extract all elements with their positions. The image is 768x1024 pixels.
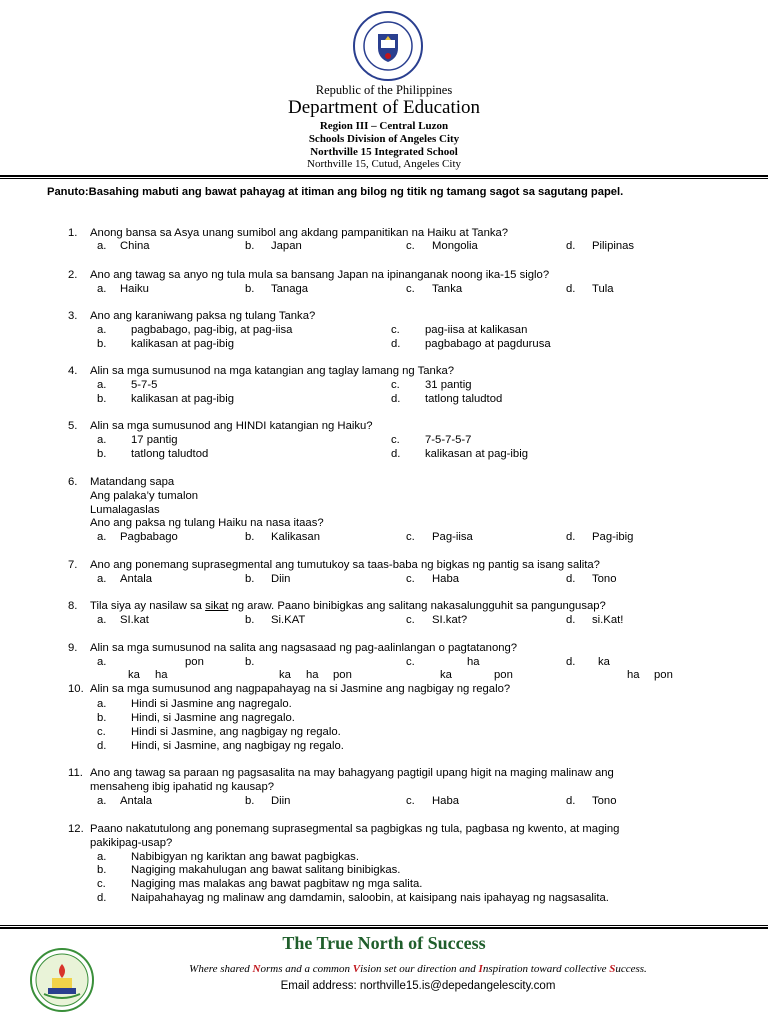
division-line: Schools Division of Angeles City: [308, 133, 460, 145]
option-row: [0, 448, 768, 462]
vision-part: orms and a common: [260, 963, 353, 975]
syllable: ka: [128, 669, 140, 681]
question-number: 7.: [68, 559, 78, 571]
question-text: Alin sa mga sumusunod ang nagpapahayag na si Jasmine ang nagbigay ng regalo?: [90, 683, 511, 695]
vision-statement: [108, 963, 728, 975]
option-letter[interactable]: b.: [245, 283, 255, 295]
option-letter[interactable]: b.: [245, 240, 255, 252]
option-letter[interactable]: d.: [97, 740, 107, 752]
option-text: Nagiging makahulugan ang bawat salitang binibigkas.: [131, 864, 401, 876]
option-text: 5-7-5: [131, 379, 158, 391]
poem-line: Ang palaka’y tumalon: [90, 490, 199, 502]
option-letter[interactable]: a.: [97, 851, 107, 863]
option-letter[interactable]: d.: [391, 393, 401, 405]
question-text: Ano ang tawag sa paraan ng pagsasalita na may bahagyang pagtigil upang higit na maging malinaw ang: [90, 767, 614, 779]
option-text: Antala: [120, 795, 153, 807]
option-row: [0, 434, 768, 448]
poem-line: Lumalagaslas: [90, 504, 160, 516]
option-row: [0, 240, 768, 254]
option-text: 17 pantig: [131, 434, 178, 446]
option-row: [0, 712, 768, 726]
question-text: Ano ang ponemang suprasegmental ang tumutukoy sa taas-baba ng bigkas ng pantig sa isang salita?: [90, 559, 600, 571]
option-text: Hindi si Jasmine, ang nagbigay ng regalo.: [131, 726, 341, 738]
footer-divider: [0, 927, 768, 929]
question-number: 1.: [68, 227, 78, 239]
option-row: [0, 892, 768, 906]
option-row: [0, 614, 768, 628]
option-row: [0, 656, 768, 670]
option-row: [0, 878, 768, 892]
instructions: Panuto:Basahing mabuti ang bawat pahayag at itiman ang bilog ng titik ng tamang sagot sa sagutang papel.: [47, 186, 624, 198]
option-letter[interactable]: d.: [566, 795, 576, 807]
option-row: [0, 851, 768, 865]
question-text: Ano ang paksa ng tulang Haiku na nasa itaas?: [90, 517, 324, 529]
vision-part: uccess.: [615, 963, 647, 975]
option-letter[interactable]: b.: [245, 614, 255, 626]
republic-line: Republic of the Philippines: [315, 83, 453, 97]
option-letter[interactable]: b.: [245, 531, 255, 543]
option-letter[interactable]: a.: [97, 240, 107, 252]
option-letter[interactable]: a.: [97, 614, 107, 626]
question-text: Paano nakatutulong ang ponemang suprasegmental sa pagbigkas ng tula, pagbasa ng kwento, at maging: [90, 823, 620, 835]
option-letter[interactable]: c.: [391, 379, 400, 391]
option-text: Tanka: [432, 283, 463, 295]
option-text: Hindi, si Jasmine, ang nagbigay ng regalo.: [131, 740, 344, 752]
option-letter[interactable]: b.: [97, 448, 107, 460]
question-text: Alin sa mga sumusunod ang HINDI katangian ng Haiku?: [90, 420, 373, 432]
option-row: [0, 864, 768, 878]
option-text: Tono: [592, 573, 617, 585]
option-letter[interactable]: d.: [391, 448, 401, 460]
syllable: ka: [279, 669, 291, 681]
syllable: ha: [627, 669, 640, 681]
question-number: 10.: [68, 683, 84, 695]
option-text: Tanaga: [271, 283, 309, 295]
option-letter[interactable]: b.: [245, 656, 255, 668]
option-text: Nagiging mas malakas ang bawat pagbitaw ng mga salita.: [131, 878, 423, 890]
school-motto: The True North of Success: [282, 933, 486, 953]
option-letter[interactable]: d.: [566, 573, 576, 585]
school-name: Northville 15 Integrated School: [310, 146, 458, 158]
region-line: Region III – Central Luzon: [319, 120, 449, 132]
option-text: ka: [598, 656, 610, 668]
option-text: China: [120, 240, 150, 252]
option-text: Haba: [432, 795, 460, 807]
option-letter[interactable]: a.: [97, 573, 107, 585]
footer-divider-thin: [0, 925, 768, 926]
question-number: 9.: [68, 642, 78, 654]
option-row: [0, 393, 768, 407]
question-text: Anong bansa sa Asya unang sumibol ang akdang pampanitikan na Haiku at Tanka?: [90, 227, 509, 239]
question-text-part: ng araw. Paano binibigkas ang salitang nakasalungguhit sa pangungusap?: [228, 600, 606, 612]
option-text: Pilipinas: [592, 240, 635, 252]
option-text: Pagbabago: [120, 531, 178, 543]
option-text: Tula: [592, 283, 614, 295]
option-text: kalikasan at pag-ibig: [131, 338, 234, 350]
option-letter[interactable]: c.: [406, 614, 415, 626]
option-letter[interactable]: a.: [97, 698, 107, 710]
question-text: pakikipag-usap?: [90, 837, 173, 849]
option-text: pagbabago at pagdurusa: [425, 338, 551, 350]
option-letter[interactable]: b.: [97, 864, 107, 876]
question-text: Alin sa mga sumusunod na salita ang nagsasaad ng pag-aalinlangan o pagtatanong?: [90, 642, 518, 654]
option-text: kalikasan at pag-ibig: [131, 393, 234, 405]
option-letter[interactable]: d.: [566, 240, 576, 252]
option-letter[interactable]: c.: [406, 240, 415, 252]
option-letter[interactable]: c.: [406, 573, 415, 585]
option-text: Japan: [271, 240, 302, 252]
option-letter[interactable]: d.: [566, 283, 576, 295]
option-text: Kalikasan: [271, 531, 320, 543]
question-text: Alin sa mga sumusunod na mga katangian ang taglay lamang ng Tanka?: [90, 365, 455, 377]
syllable: ha: [306, 669, 319, 681]
option-text: Hindi si Jasmine ang nagregalo.: [131, 698, 292, 710]
option-text: 7-5-7-5-7: [425, 434, 472, 446]
school-address: Northville 15, Cutud, Angeles City: [307, 158, 461, 170]
option-letter[interactable]: c.: [406, 656, 415, 668]
underlined-word: sikat: [205, 600, 229, 612]
option-letter[interactable]: a.: [97, 324, 107, 336]
syllable-row: [0, 669, 768, 683]
option-text: Si.KAT: [271, 614, 306, 626]
option-row: [0, 795, 768, 809]
option-text: tatlong taludtod: [131, 448, 209, 460]
option-text: 31 pantig: [425, 379, 472, 391]
option-letter[interactable]: b.: [97, 338, 107, 350]
option-letter[interactable]: a.: [97, 531, 107, 543]
option-text: Haba: [432, 573, 460, 585]
question-number: 8.: [68, 600, 78, 612]
option-row: [0, 726, 768, 740]
option-letter[interactable]: d.: [566, 656, 576, 668]
option-text: Tono: [592, 795, 617, 807]
option-text: kalikasan at pag-ibig: [425, 448, 528, 460]
question-text: [90, 600, 606, 614]
option-row: [0, 324, 768, 338]
email-address[interactable]: Email address: northville15.is@depedangelescity.com: [280, 980, 556, 992]
department-title: Department of Education: [287, 97, 481, 118]
question-text: mensaheng ibig ipahatid ng kausap?: [90, 781, 275, 793]
option-letter[interactable]: a.: [97, 283, 107, 295]
vision-initial: S: [609, 963, 616, 975]
option-text: si.Kat!: [592, 614, 624, 626]
option-letter[interactable]: c.: [97, 726, 106, 738]
option-letter[interactable]: a.: [97, 434, 107, 446]
option-text: Naipahahayag ng malinaw ang damdamin, saloobin, at kaisipang nais ipahayag ng nagsasalita.: [131, 892, 609, 904]
syllable: ha: [155, 669, 168, 681]
option-text: SI.kat?: [432, 614, 468, 626]
syllable: pon: [494, 669, 513, 681]
option-letter[interactable]: c.: [406, 283, 415, 295]
vision-part: Where shared: [189, 963, 253, 975]
option-text: Nabibigyan ng kariktan ang bawat pagbigkas.: [131, 851, 359, 863]
option-letter[interactable]: c.: [391, 434, 400, 446]
option-letter[interactable]: c.: [406, 795, 415, 807]
option-text: Antala: [120, 573, 153, 585]
question-text: Ano ang karaniwang paksa ng tulang Tanka?: [90, 310, 316, 322]
option-letter[interactable]: c.: [97, 878, 106, 890]
option-text: ha: [467, 656, 480, 668]
option-row: [0, 698, 768, 712]
option-letter[interactable]: c.: [391, 324, 400, 336]
option-row: [0, 531, 768, 545]
option-row: [0, 573, 768, 587]
poem-line: Matandang sapa: [90, 476, 175, 488]
option-row: [0, 338, 768, 352]
question-number: 4.: [68, 365, 78, 377]
option-letter[interactable]: d.: [566, 614, 576, 626]
option-letter[interactable]: d.: [566, 531, 576, 543]
option-row: [0, 740, 768, 754]
option-text: pagbabago, pag-ibig, at pag-iisa: [131, 324, 293, 336]
option-text: Hindi, si Jasmine ang nagregalo.: [131, 712, 295, 724]
question-number: 6.: [68, 476, 78, 488]
option-text: Diin: [271, 573, 291, 585]
option-text: tatlong taludtod: [425, 393, 503, 405]
question-number: 3.: [68, 310, 78, 322]
question-text: Ano ang tawag sa anyo ng tula mula sa bansang Japan na ipinanganak noong ika-15 siglo?: [90, 269, 550, 281]
syllable: ka: [440, 669, 452, 681]
option-letter[interactable]: a.: [97, 656, 107, 668]
option-letter[interactable]: c.: [406, 531, 415, 543]
option-row: [0, 283, 768, 297]
syllable: pon: [654, 669, 673, 681]
option-text: SI.kat: [120, 614, 149, 626]
option-letter[interactable]: a.: [97, 795, 107, 807]
vision-initial: V: [352, 963, 361, 975]
option-letter[interactable]: b.: [245, 573, 255, 585]
vision-part: ision set our direction and: [360, 963, 479, 975]
option-letter[interactable]: d.: [391, 338, 401, 350]
option-text: pag-iisa at kalikasan: [425, 324, 528, 336]
option-letter[interactable]: b.: [97, 712, 107, 724]
option-letter[interactable]: b.: [245, 795, 255, 807]
vision-part: nspiration toward collective: [482, 963, 610, 975]
option-text: Pag-iisa: [432, 531, 473, 543]
option-text: pon: [185, 656, 204, 668]
vision-initial: N: [252, 963, 261, 975]
question-number: 12.: [68, 823, 84, 835]
option-row: [0, 379, 768, 393]
option-text: Mongolia: [432, 240, 478, 252]
question-number: 5.: [68, 420, 78, 432]
school-logo-icon: [30, 948, 94, 1012]
question-number: 11.: [68, 767, 83, 779]
question-text-part: Tila siya ay nasilaw sa: [90, 600, 206, 612]
option-letter[interactable]: b.: [97, 393, 107, 405]
syllable: pon: [333, 669, 352, 681]
vision-initial: I: [478, 963, 483, 975]
option-text: Haiku: [120, 283, 149, 295]
option-text: Pag-ibig: [592, 531, 634, 543]
option-letter[interactable]: d.: [97, 892, 107, 904]
option-letter[interactable]: a.: [97, 379, 107, 391]
option-text: Diin: [271, 795, 291, 807]
question-number: 2.: [68, 269, 78, 281]
